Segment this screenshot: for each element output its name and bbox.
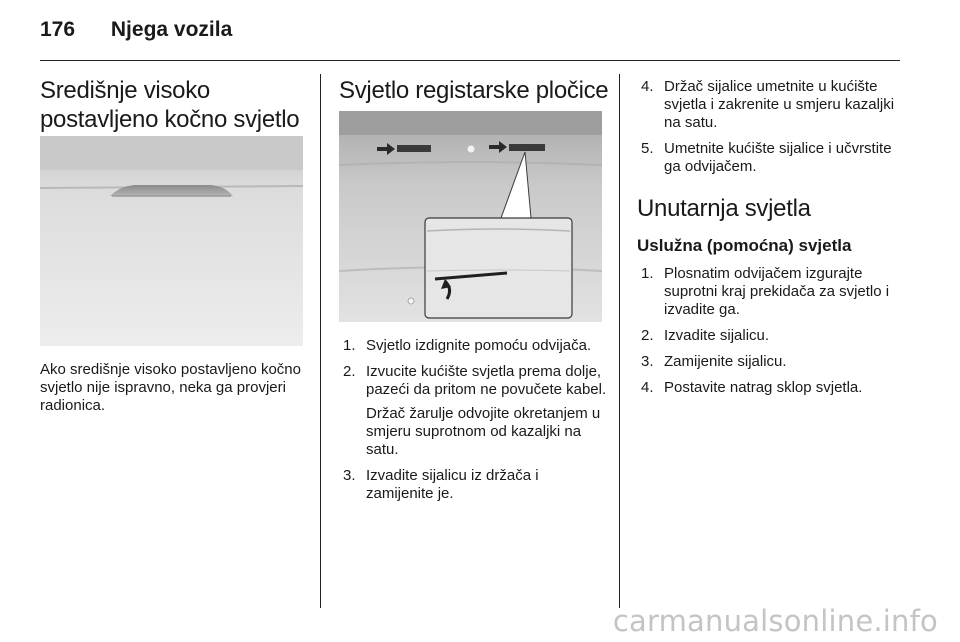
plate-light-steps bbox=[339, 337, 607, 511]
step-note: Držač žarulje odvojite okretanjem u smjeru suprotnom od kazaljki na satu. bbox=[366, 405, 601, 458]
brake-light-text bbox=[40, 361, 308, 415]
list-item: 2. Izvadite sijalicu. bbox=[641, 327, 770, 344]
watermark: carmanualsonline.info bbox=[612, 604, 938, 638]
plate-light-illustration bbox=[339, 111, 602, 322]
page-number: 176 bbox=[40, 18, 76, 41]
column-divider-2 bbox=[619, 74, 620, 608]
list-item: 5. Umetnite kućište sijalice i učvrstite ga odvijačem. bbox=[641, 140, 892, 175]
column-3 bbox=[637, 78, 902, 405]
interior-lights-heading: Unutarnja svjetla bbox=[637, 195, 811, 222]
list-item: 2. Izvucite kućište svjetla prema dolje, pazeći da pritom ne povučete kabel. Držač žarulje odvojite okretanjem u smjeru suprotnom od kazaljki na satu. bbox=[343, 363, 607, 458]
header-rule bbox=[40, 60, 900, 61]
brake-light-illustration bbox=[40, 136, 303, 346]
brake-light-paragraph: Ako središnje visoko postavljeno kočno svjetlo nije ispravno, neka ga provjeri radionica. bbox=[40, 361, 301, 414]
column-1 bbox=[40, 76, 305, 134]
list-item: 4. Postavite natrag sklop svjetla. bbox=[641, 379, 863, 396]
brake-light-heading: Središnje visoko postavljeno kočno svjetlo bbox=[40, 77, 300, 133]
list-item: 3. Zamijenite sijalicu. bbox=[641, 353, 787, 370]
list-item: 1. Svjetlo izdignite pomoću odvijača. bbox=[343, 337, 592, 354]
plate-light-heading: Svjetlo registarske pločice bbox=[339, 77, 609, 104]
section-title: Njega vozila bbox=[110, 18, 233, 41]
service-lights-subheading: Uslužna (pomoćna) svjetla bbox=[637, 236, 852, 255]
page-header bbox=[40, 18, 232, 42]
list-item: 4. Držač sijalice umetnite u kućište svjetla i zakrenite u smjeru kazaljki na satu. bbox=[641, 78, 895, 131]
column-divider-1 bbox=[320, 74, 321, 608]
list-item: 3. Izvadite sijalicu iz držača i zamijenite je. bbox=[343, 467, 539, 502]
list-item: 1. Plosnatim odvijačem izgurajte suprotni kraj prekidača za svjetlo i izvadite ga. bbox=[641, 265, 890, 318]
column-2 bbox=[339, 76, 607, 105]
